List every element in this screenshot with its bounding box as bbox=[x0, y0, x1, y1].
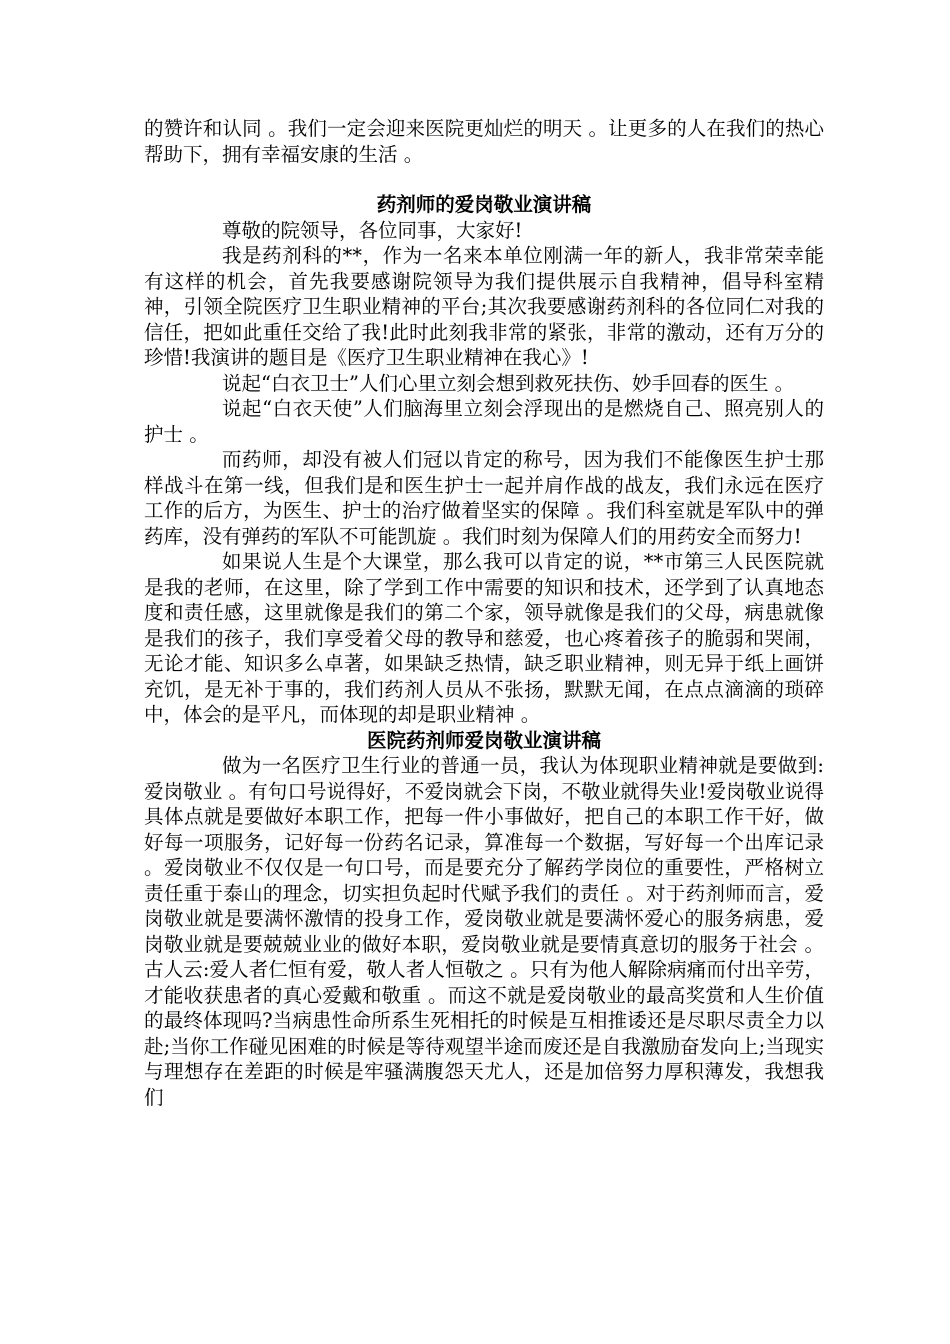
paragraph-self-intro: 我是药剂科的**，作为一名来本单位刚满一年的新人，我非常荣幸能有这样的机会，首先我要感谢院领导为我们提供展示自我精神，倡导科室精神，引领全院医疗卫生职业精神的平台;其次我要感谢药剂科的各位同仁对我的信任，把如此重任交给了我!此时此刻我非常的紧张，非常的激动，还有万分的珍惜!我演讲的题目是《医疗卫生职业精神在我心》! bbox=[144, 244, 824, 369]
paragraph-white-guard: 说起“白衣卫士”人们心里立刻会想到救死扶伤、妙手回春的医生 。 bbox=[222, 371, 795, 395]
document-body bbox=[144, 116, 824, 1110]
paragraph-white-angel: 说起“白衣天使”人们脑海里立刻会浮现出的是燃烧自己、照亮别人的护士 。 bbox=[144, 397, 824, 446]
paragraph-hospital-teacher: 如果说人生是个大课堂，那么我可以肯定的说，**市第三人民医院就是我的老师，在这里，除了学到工作中需要的知识和技术，还学到了认真地态度和责任感，这里就像是我们的第二个家，领导就像是我们的父母，病患就像是我们的孩子，我们享受着父母的教导和慈爱，也心疼着孩子的脆弱和哭闹，无论才能、知识多么卓著，如果缺乏热情，缺乏职业精神，则无异于纸上画饼充饥，是无补于事的，我们药剂人员从不张扬，默默无闻，在点点滴滴的琐碎中，体会的是平凡，而体现的却是职业精神 。 bbox=[144, 550, 824, 726]
intro-paragraph: 的赞许和认同 。我们一定会迎来医院更灿烂的明天 。让更多的人在我们的热心帮助下，拥有幸福安康的生活 。 bbox=[144, 117, 824, 166]
section-title-pharmacist-speech: 药剂师的爱岗敬业演讲稿 bbox=[376, 193, 592, 216]
paragraph-dedication: 做为一名医疗卫生行业的普通一员，我认为体现职业精神就是要做到:爱岗敬业 。有句口号说得好，不爱岗就会下岗，不敬业就得失业!爱岗敬业说得具体点就是要做好本职工作，把每一件小事做好，把自己的本职工作干好，做好每一项服务，记好每一份药名记录，算准每一个数据，写好每一个出库记录 。爱岗敬业不仅仅是一句口号，而是要充分了解药学岗位的重要性，严格树立责任重于泰山的理念，切实担负起时代赋予我们的责任 。对于药剂师而言，爱岗敬业就是要满怀激情的投身工作，爱岗敬业就是要满怀爱心的服务病患，爱岗敬业就是要兢兢业业的做好本职，爱岗敬业就是要情真意切的服务于社会 。古人云:爱人者仁恒有爱，敬人者人恒敬之 。只有为他人解除病痛而付出辛劳，才能收获患者的真心爱戴和敬重 。而这不就是爱岗敬业的最高奖赏和人生价值的最终体现吗?当病患性命所系生死相托的时候是互相推诿还是尽职尽责全力以赴;当你工作碰见困难的时候是等待观望半途而废还是自我激励奋发向上;当现实与理想存在差距的时候是牢骚满腹怨天尤人，还是加倍努力厚积薄发，我想我们 bbox=[144, 754, 824, 1109]
paragraph-greeting: 尊敬的院领导，各位同事，大家好! bbox=[222, 218, 523, 242]
paragraph-pharmacist-role: 而药师，却没有被人们冠以肯定的称号，因为我们不能像医生护士那样战斗在第一线，但我们是和医生护士一起并肩作战的战友，我们永远在医疗工作的后方，为医生、护士的治疗做着坚实的保障 。我们科室就是军队中的弹药库，没有弹药的军队不可能凯旋 。我们时刻为保障人们的用药安全而努力! bbox=[144, 448, 824, 548]
section-title-hospital-pharmacist-speech: 医院药剂师爱岗敬业演讲稿 bbox=[366, 728, 601, 752]
